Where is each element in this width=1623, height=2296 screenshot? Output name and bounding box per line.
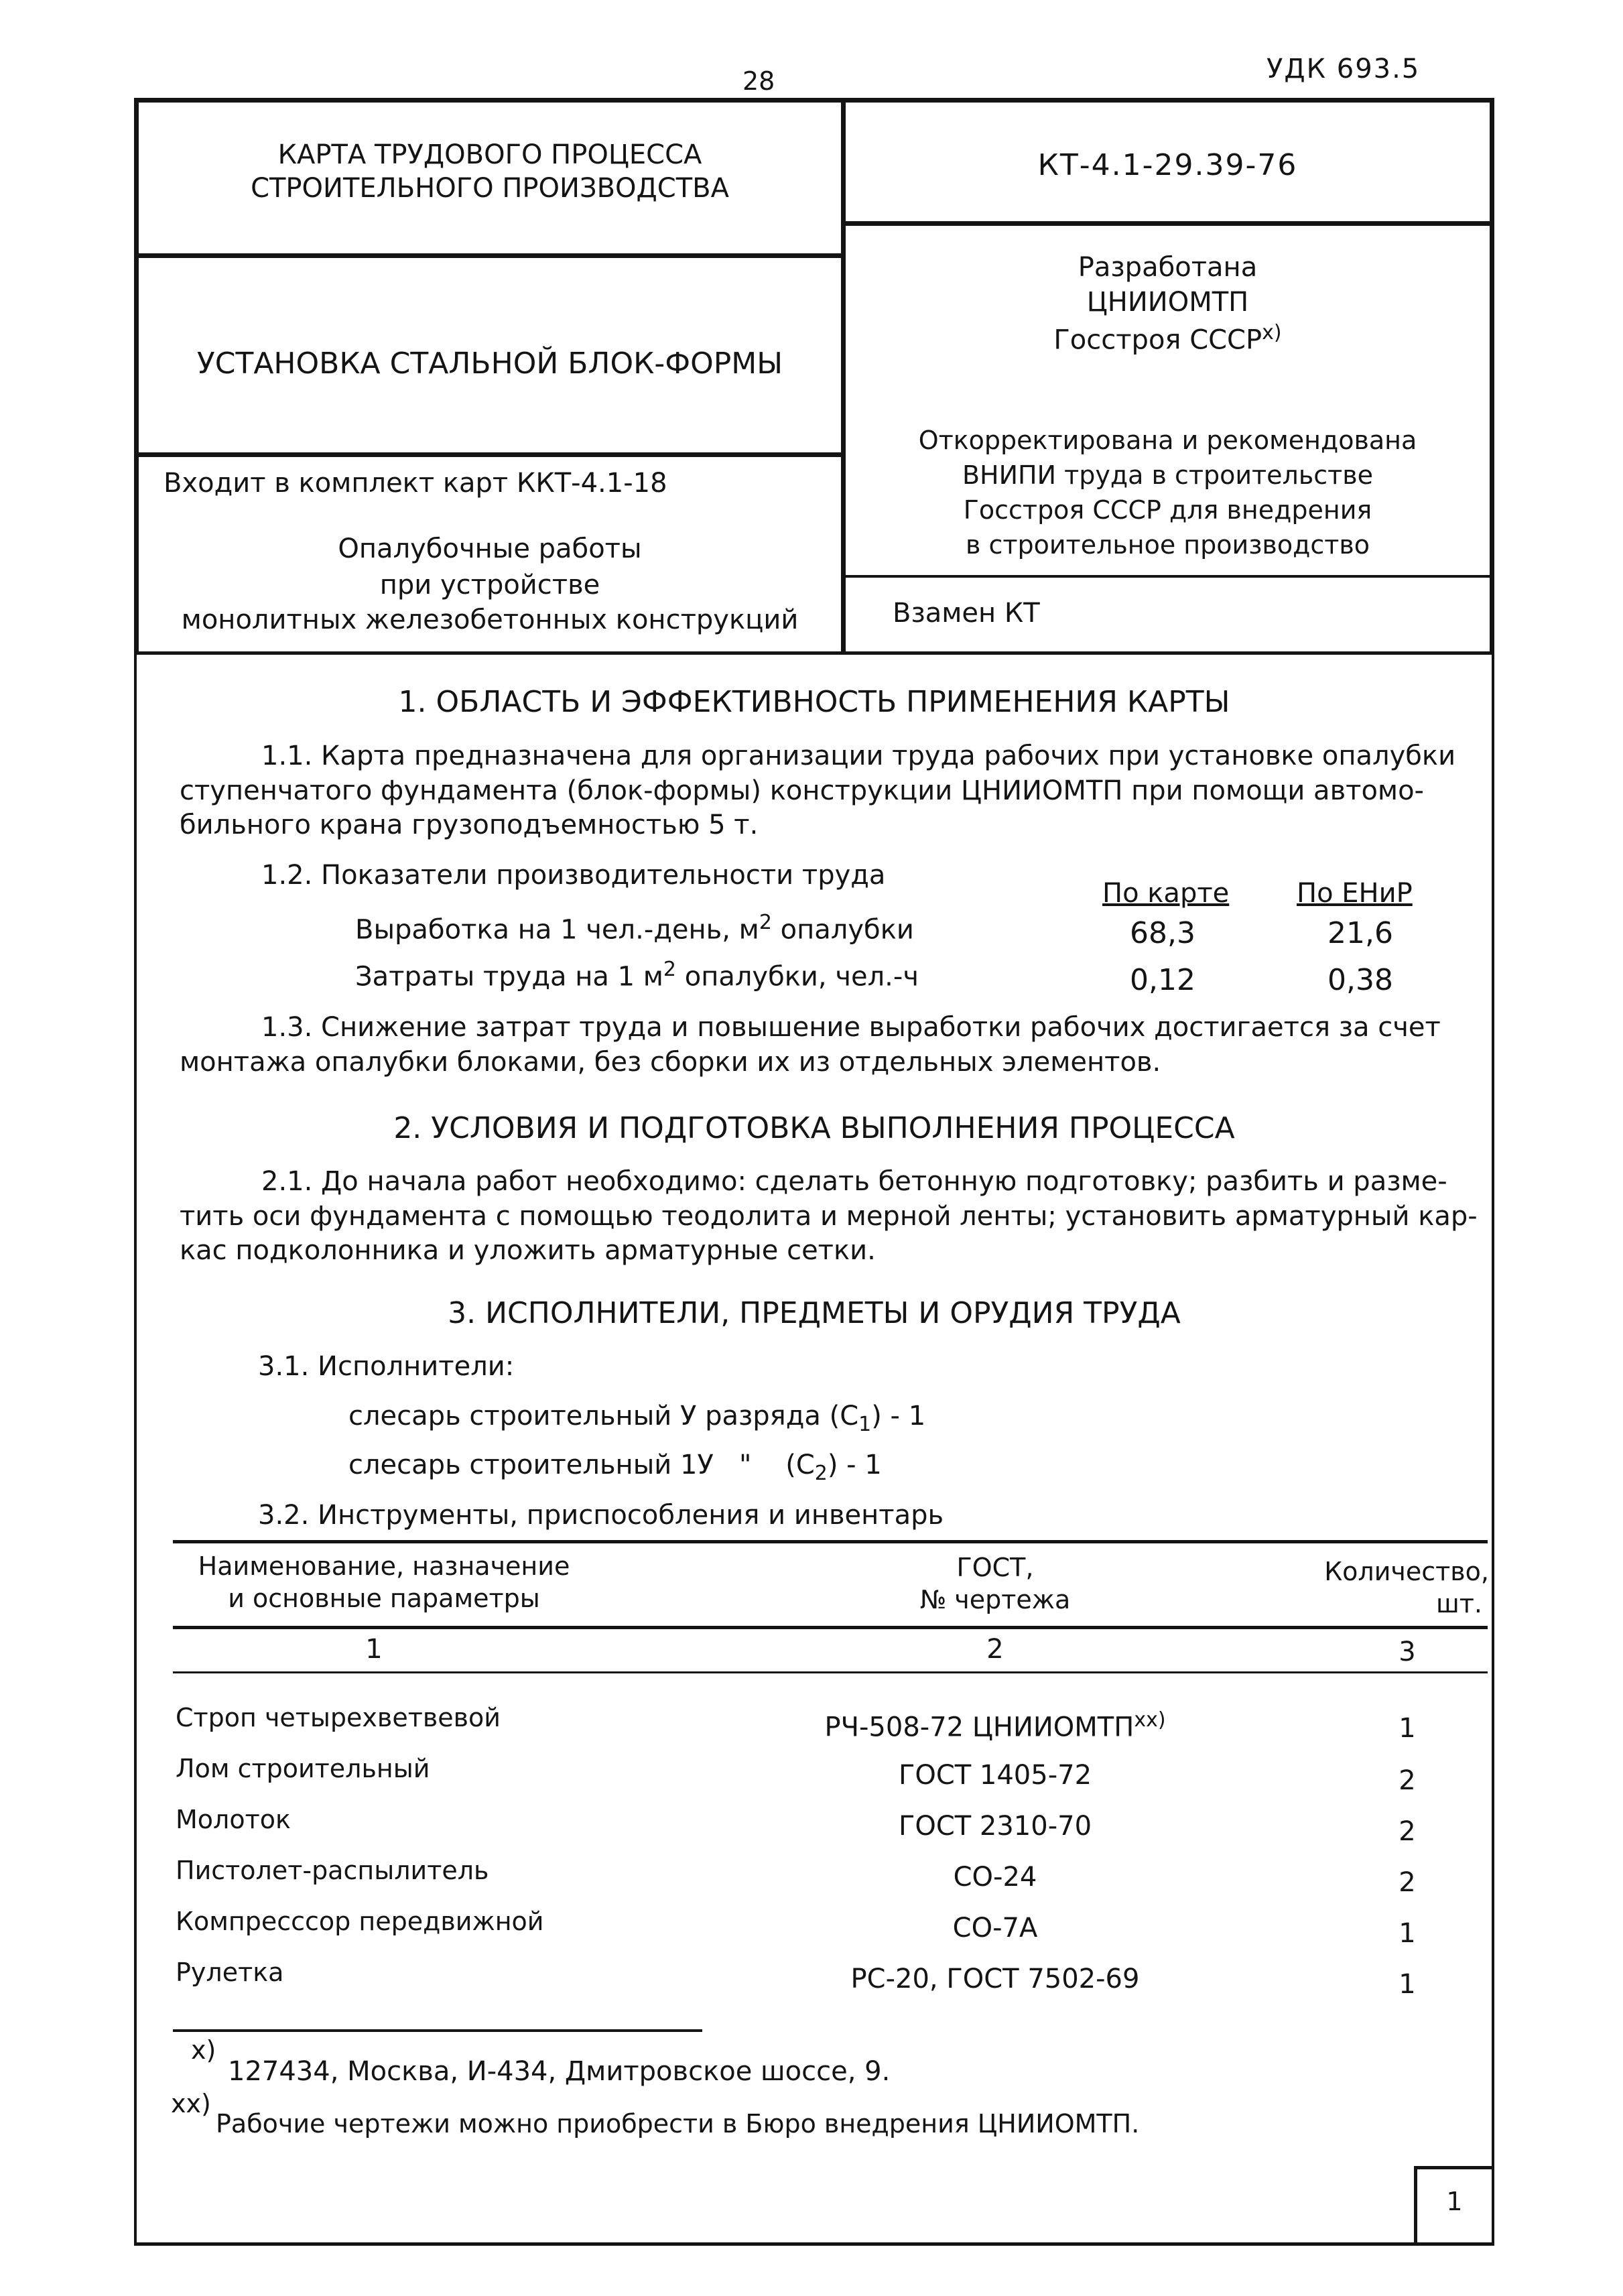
para-1-1-line-2: ступенчатого фундамента (блок-формы) конструкции ЦНИИОМТП при помощи автомо- [180, 775, 1424, 806]
labor-cost-by-enir: 0,38 [1327, 963, 1393, 997]
table-row-gost: ГОСТ 1405-72 [898, 1760, 1092, 1791]
table-row-qty: 2 [1399, 1816, 1416, 1847]
page-number: 28 [742, 66, 775, 96]
developed-line-3: Госстроя СССР$^{x)}$ [1053, 321, 1282, 356]
sheet-number: 1 [1446, 2187, 1463, 2216]
output-by-card: 68,3 [1130, 916, 1195, 950]
para-2-1-line-3: кас подколонника и уложить арматурные сетки. [180, 1235, 876, 1266]
udk-code: УДК 693.5 [1267, 54, 1421, 84]
page-bottom-border [134, 2242, 1494, 2246]
footnote-separator [173, 2029, 702, 2032]
table-header-gost-2: № чертежа [919, 1585, 1071, 1614]
table-row-name: Рулетка [176, 1958, 284, 1987]
card-code: КТ-4.1-29.39-76 [1037, 148, 1298, 182]
table-header-name-1: Наименование, назначение [198, 1551, 570, 1581]
table-col-num-1: 1 [365, 1634, 383, 1665]
corrected-line-3: Госстроя СССР для внедрения [963, 495, 1372, 525]
card-title: УСТАНОВКА СТАЛЬНОЙ БЛОК-ФОРМЫ [196, 346, 783, 381]
table-row-qty: 1 [1399, 1969, 1416, 2000]
table-row-gost: СО-24 [953, 1862, 1037, 1893]
developed-line-1: Разработана [1078, 252, 1258, 283]
table-row-qty: 1 [1399, 1918, 1416, 1949]
para-1-1-line-3: бильного крана грузоподъемностью 5 т. [180, 810, 759, 840]
developed-line-2: ЦНИИОМТП [1086, 287, 1249, 318]
column-by-card: По карте [1102, 878, 1230, 909]
table-row-name: Лом строительный [176, 1754, 430, 1783]
corrected-line-2: ВНИПИ труда в строительстве [962, 460, 1374, 490]
table-row-name: Пистолет-распылитель [176, 1856, 489, 1885]
table-header-qty-1: Количество, [1324, 1557, 1489, 1586]
para-3-2: 3.2. Инструменты, приспособления и инвентарь [258, 1500, 944, 1531]
footnote-2-mark: xx) [171, 2089, 211, 2118]
page-left-border [134, 654, 137, 2245]
para-2-1-line-2: тить оси фундамента с помощью теодолита и мерной ленты; установить арматурный кар- [180, 1201, 1478, 1232]
section-1-heading: 1. ОБЛАСТЬ И ЭФФЕКТИВНОСТЬ ПРИМЕНЕНИЯ КАРТЫ [398, 685, 1230, 719]
replace-line: Взамен КТ [893, 598, 1040, 629]
set-desc-3: монолитных железобетонных конструкций [181, 604, 799, 635]
card-type-line-2: СТРОИТЕЛЬНОГО ПРОИЗВОДСТВА [251, 173, 729, 204]
page-right-border [1492, 654, 1494, 2245]
table-row-qty: 2 [1399, 1867, 1416, 1898]
table-col-num-2: 2 [986, 1634, 1004, 1665]
labor-cost-label: Затраты труда на 1 $м^2$ опалубки, чел.-ч [355, 958, 919, 993]
footnote-1: 127434, Москва, И-434, Дмитровское шоссе, 9. [228, 2056, 891, 2087]
worker-1: слесарь строительный У разряда $(С_1) - 1$ [348, 1401, 926, 1436]
para-2-1-line-1: 2.1. До начала работ необходимо: сделать бетонную подготовку; разбить и разме- [261, 1166, 1447, 1197]
table-header-qty-2: шт. [1436, 1589, 1482, 1618]
para-1-2: 1.2. Показатели производительности труда [261, 860, 886, 891]
set-desc-1: Опалубочные работы [338, 533, 642, 564]
worker-2: слесарь строительный 1У " $(С_2) - 1$ [348, 1450, 882, 1485]
footnote-1-mark: x) [191, 2035, 216, 2065]
section-2-heading: 2. УСЛОВИЯ И ПОДГОТОВКА ВЫПОЛНЕНИЯ ПРОЦЕССА [393, 1111, 1235, 1145]
corrected-line-4: в строительное производство [965, 530, 1370, 560]
column-by-enir: По ЕНиР [1297, 878, 1413, 909]
table-header-gost-1: ГОСТ, [956, 1553, 1034, 1582]
corrected-line-1: Откорректирована и рекомендована [918, 426, 1417, 455]
table-row-name: Молоток [176, 1805, 291, 1834]
table-row-name: Строп четырехветвевой [176, 1703, 501, 1732]
para-1-3-line-1: 1.3. Снижение затрат труда и повышение выработки рабочих достигается за счет [261, 1012, 1441, 1043]
table-header-name-2: и основные параметры [228, 1584, 540, 1613]
table-col-num-3: 3 [1399, 1637, 1416, 1667]
table-row-gost: РЧ-508-72 ЦНИИОМТП$^{xx)}$ [824, 1708, 1166, 1743]
card-type-line-1: КАРТА ТРУДОВОГО ПРОЦЕССА [277, 139, 702, 170]
table-row-qty: 2 [1399, 1765, 1416, 1796]
para-1-3-line-2: монтажа опалубки блоками, без сборки их из отдельных элементов. [180, 1047, 1161, 1078]
para-3-1: 3.1. Исполнители: [258, 1351, 515, 1382]
table-row-gost: ГОСТ 2310-70 [898, 1811, 1092, 1842]
output-label: Выработка на 1 чел.-день, $м^2$ опалубки [355, 911, 914, 946]
table-row-qty: 1 [1399, 1713, 1416, 1744]
table-row-name: Компресссор передвижной [176, 1907, 544, 1936]
set-desc-2: при устройстве [379, 570, 600, 600]
labor-cost-by-card: 0,12 [1130, 963, 1195, 997]
output-by-enir: 21,6 [1327, 916, 1393, 950]
para-1-1-line-1: 1.1. Карта предназначена для организации труда рабочих при установке опалубки [261, 741, 1456, 771]
set-line: Входит в комплект карт ККТ-4.1-18 [164, 468, 667, 499]
section-3-heading: 3. ИСПОЛНИТЕЛИ, ПРЕДМЕТЫ И ОРУДИЯ ТРУДА [448, 1296, 1181, 1330]
table-row-gost: РС-20, ГОСТ 7502-69 [850, 1964, 1140, 1994]
table-row-gost: СО-7А [952, 1913, 1038, 1943]
footnote-2: Рабочие чертежи можно приобрести в Бюро внедрения ЦНИИОМТП. [216, 2109, 1140, 2139]
